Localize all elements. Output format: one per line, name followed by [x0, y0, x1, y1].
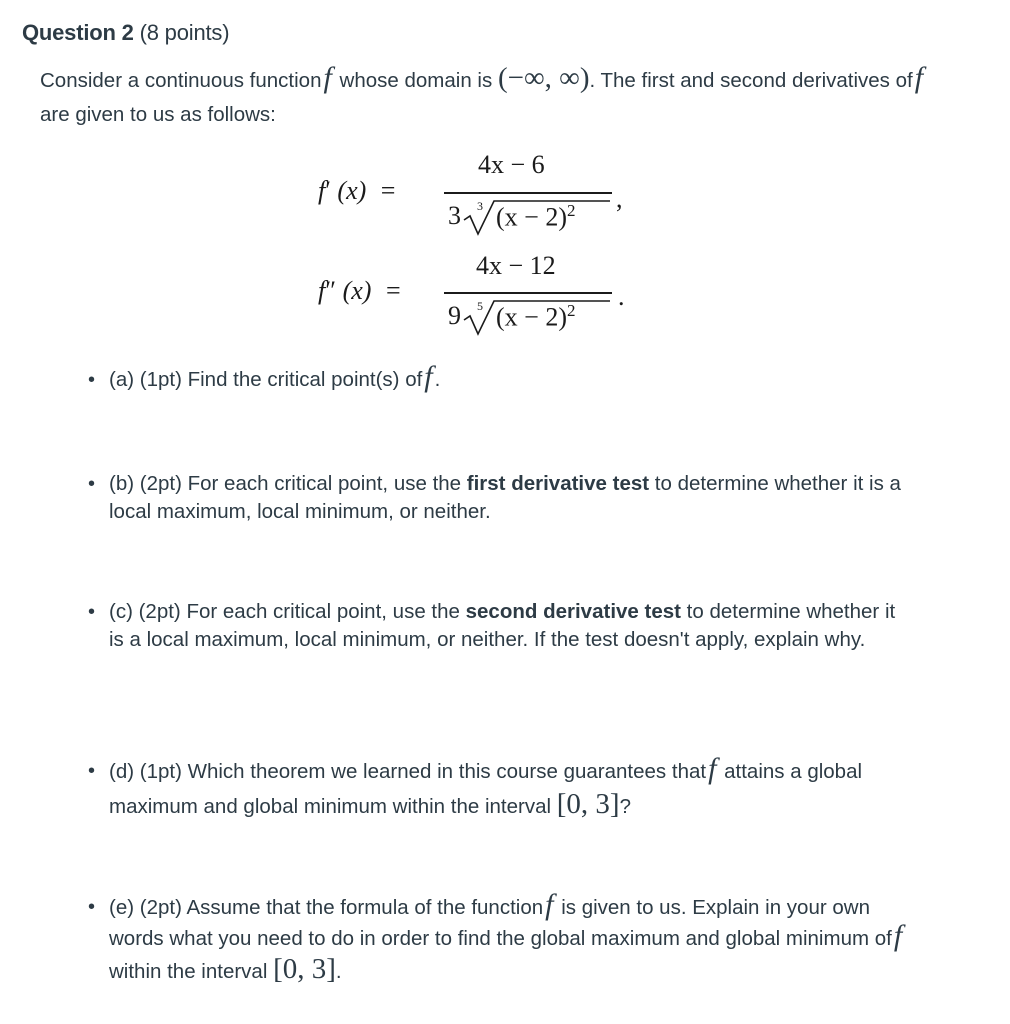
second-derivative-fraction-bar: [444, 292, 612, 294]
part-e-function-symbol-2: f: [893, 919, 903, 952]
first-derivative-fraction-bar: [444, 192, 612, 194]
bullet-marker: •: [88, 369, 96, 391]
question-points: (8 points): [139, 20, 230, 45]
bullet-marker: •: [88, 601, 96, 623]
part-d-text-2: attains a global maximum and global minimum within the interval: [109, 760, 863, 818]
part-d-function-symbol: f: [708, 752, 717, 785]
part-c-text-1: (c) (2pt) For each critical point, use the: [109, 600, 460, 623]
first-derivative-lhs: f′ (x) =: [318, 176, 396, 205]
intro-domain: (−∞, ∞): [497, 62, 590, 94]
first-derivative-comma: ,: [616, 184, 623, 213]
part-c-emphasis: second derivative test: [465, 600, 681, 623]
part-b-emphasis: first derivative test: [466, 472, 650, 495]
intro-text-2: whose domain is: [339, 69, 493, 92]
second-derivative-denominator: 9: [448, 301, 461, 330]
second-derivative-numerator: 4x − 12: [476, 251, 556, 280]
question-title: Question 2: [22, 20, 134, 45]
part-b-text-1: (b) (2pt) For each critical point, use the: [109, 472, 462, 495]
question-header: [22, 20, 229, 46]
part-b-text-2: to determine whether it is a local maximum, local minimum, or neither.: [109, 472, 901, 523]
first-derivative-root-index: 3: [477, 199, 483, 213]
intro-text-3: . The first and second derivatives of: [589, 69, 913, 92]
first-derivative-denominator: 3: [448, 201, 461, 230]
part-e-text-1: (e) (2pt) Assume that the formula of the function: [109, 896, 544, 919]
bullet-marker: •: [88, 896, 96, 918]
intro-text-1: Consider a continuous function: [40, 69, 322, 92]
part-e-interval: [0, 3]: [273, 953, 336, 985]
part-e-text-2: is given to us. Explain in your own words what you need to do in order to find the global maximum and global minimum of: [109, 896, 892, 950]
intro-function-symbol-2: f: [914, 61, 924, 94]
first-derivative-numerator: 4x − 6: [478, 150, 545, 179]
part-c-text-2: to determine whether it is a local maximum, local minimum, or neither. If the test doesn't apply, explain why.: [109, 600, 896, 651]
second-derivative-lhs: f″ (x) =: [318, 276, 401, 305]
part-d-interval: [0, 3]: [556, 788, 620, 820]
second-derivative-period: .: [618, 282, 625, 311]
second-derivative-root-index: 5: [477, 299, 483, 313]
bullet-marker: •: [88, 760, 96, 782]
part-e-function-symbol: f: [545, 888, 554, 921]
intro-paragraph: [40, 61, 940, 132]
part-e-text-3: within the interval: [109, 960, 268, 983]
part-d-text-1: (d) (1pt) Which theorem we learned in this course guarantees that: [109, 760, 707, 783]
first-derivative-radicand: $(x - 2)^2$: [496, 201, 576, 232]
intro-text-4: are given to us as follows:: [40, 103, 276, 126]
second-derivative-radicand: $(x - 2)^2$: [496, 301, 576, 332]
intro-function-symbol: f: [323, 61, 332, 94]
part-a-text: (a) (1pt) Find the critical point(s) of: [109, 368, 423, 391]
bullet-marker: •: [88, 473, 96, 495]
part-a-function-symbol: f: [424, 360, 433, 393]
